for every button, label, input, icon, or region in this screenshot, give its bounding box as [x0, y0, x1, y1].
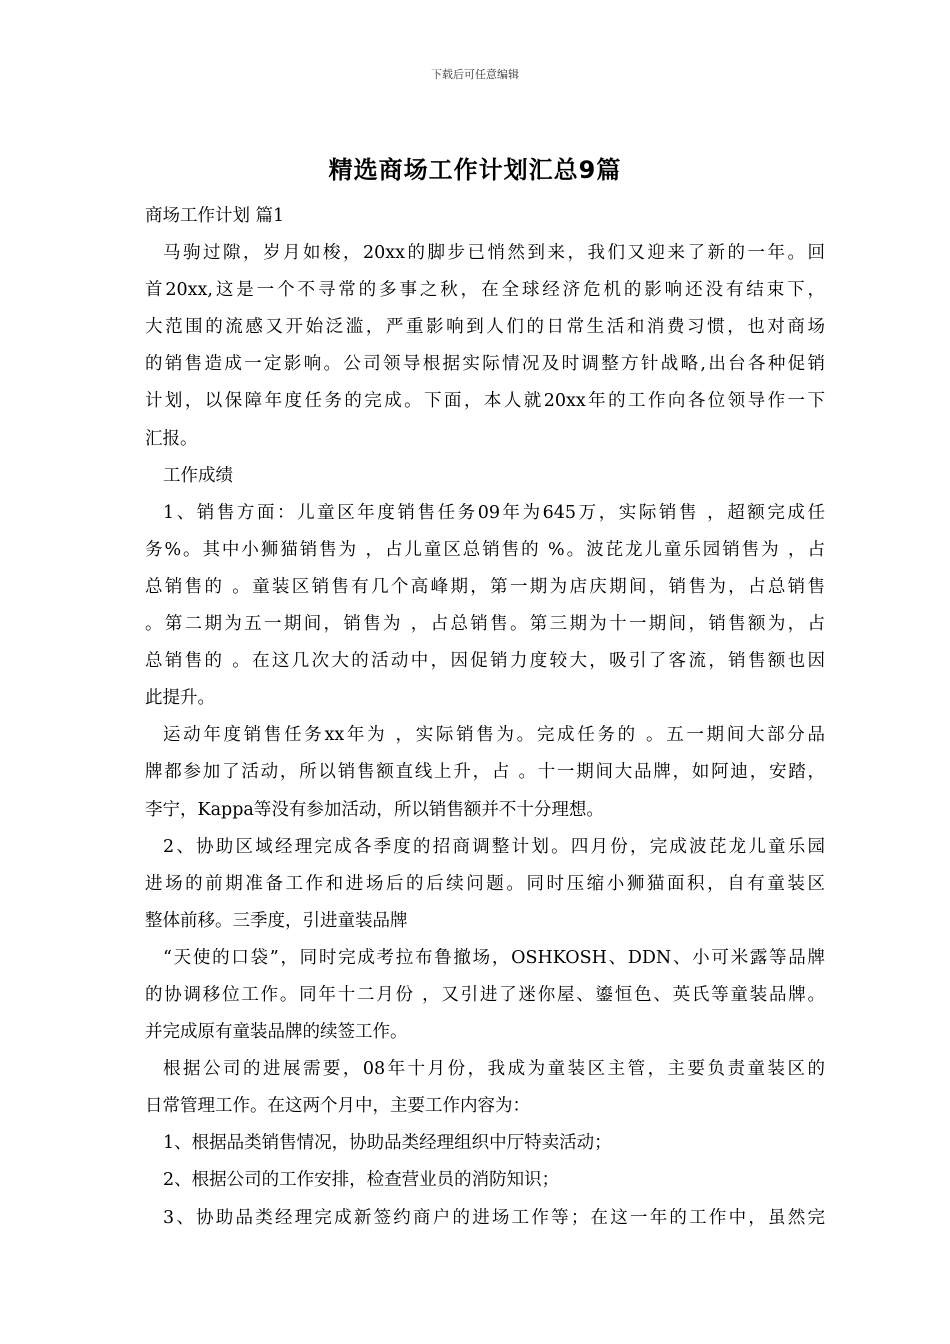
paragraph-line: 总销售的 。童装区销售有几个高峰期，第一期为店庆期间，销售为，占总销售 [145, 576, 825, 597]
paragraph-line: 总销售的 。在这几次大的活动中，因促销力度较大，吸引了客流，销售额也因 [145, 651, 825, 672]
paragraph-line: 运动年度销售任务xx年为 ，实际销售为。完成任务的 。五一期间大部分品 [163, 725, 825, 746]
document-body [145, 198, 825, 1237]
header-note: 下载后可任意编辑 [431, 68, 519, 81]
paragraph-line: 的协调移位工作。同年十二月份 ，又引进了迷你屋、鎏恒色、英氏等童装品牌。 [145, 984, 825, 1005]
section-heading: 商场工作计划 篇1 [145, 206, 285, 226]
paragraph-line: 进场的前期准备工作和进场后的后续问题。同时压缩小狮猫面积，自有童装区 [145, 873, 825, 894]
paragraph-line: 首20xx,这是一个不寻常的多事之秋，在全球经济危机的影响还没有结束下， [145, 280, 825, 301]
subheading: 工作成绩 [163, 465, 233, 486]
list-item: 1、根据品类销售情况，协助品类经理组织中厅特卖活动； [163, 1133, 612, 1154]
paragraph-line: 。第二期为五一期间，销售为 ，占总销售。第三期为十一期间，销售额为，占 [145, 614, 825, 635]
paragraph-line: 根据公司的进展需要，08年十月份，我成为童装区主管，主要负责童装区的 [163, 1059, 825, 1080]
paragraph-line: 2、协助区域经理完成各季度的招商调整计划。四月份，完成波芘龙儿童乐园 [163, 836, 825, 857]
paragraph-line: 大范围的流感又开始泛滥，严重影响到人们的日常生活和消费习惯，也对商场 [145, 317, 825, 338]
paragraph-line: 汇报。 [145, 428, 198, 449]
paragraph-line: 1、销售方面：儿童区年度销售任务09年为645万，实际销售 ，超额完成任 [163, 502, 825, 523]
paragraph-line: 此提升。 [145, 688, 215, 709]
paragraph-line: “天使的口袋”，同时完成考拉布鲁撤场，OSHKOSH、DDN、小可米露等品牌 [163, 947, 825, 968]
paragraph-line: 马驹过隙，岁月如梭，20xx的脚步已悄然到来，我们又迎来了新的一年。回 [163, 243, 825, 264]
document-title: 精选商场工作计划汇总9篇 [328, 156, 622, 184]
list-item: 2、根据公司的工作安排，检查营业员的消防知识； [163, 1170, 560, 1191]
paragraph-line: 计划，以保障年度任务的完成。下面，本人就20xx年的工作向各位领导作一下 [145, 391, 825, 412]
list-item: 3、协助品类经理完成新签约商户的进场工作等；在这一年的工作中，虽然完 [163, 1207, 825, 1228]
paragraph-line: 牌都参加了活动，所以销售额直线上升，占 。十一期间大品牌，如阿迪，安踏， [145, 762, 825, 783]
paragraph-line: 的销售造成一定影响。公司领导根据实际情况及时调整方针战略,出台各种促销 [145, 354, 825, 375]
paragraph-line: 并完成原有童装品牌的续签工作。 [145, 1022, 408, 1043]
paragraph-line: 李宁，Kappa等没有参加活动，所以销售额并不十分理想。 [145, 799, 604, 820]
paragraph-line: 日常管理工作。在这两个月中，主要工作内容为： [145, 1096, 530, 1117]
paragraph-line: 务%。其中小狮猫销售为 ，占儿童区总销售的 %。波芘龙儿童乐园销售为 ，占 [145, 539, 825, 560]
paragraph-line: 整体前移。三季度，引进童装品牌 [145, 910, 408, 931]
